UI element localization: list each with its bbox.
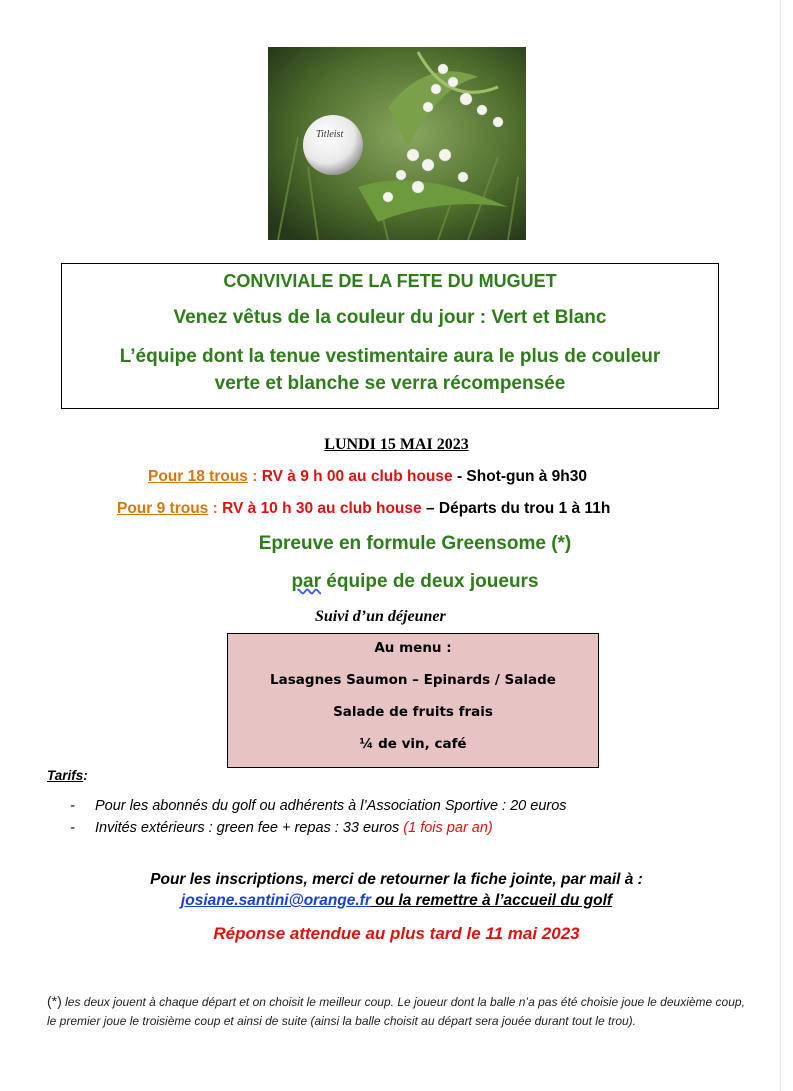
menu-item: ¼ de vin, café xyxy=(359,736,467,752)
registration-contact: josiane.santini@orange.fr ou la remettre à l’accueil du golf xyxy=(180,892,613,909)
email-link[interactable]: josiane.santini@orange.fr xyxy=(180,892,371,909)
schedule-9-holes: Pour 9 trous : RV à 10 h 30 au club house – Départs du trou 1 à 11h xyxy=(117,500,611,517)
event-title-box xyxy=(61,263,719,409)
event-date: LUNDI 15 MAI 2023 xyxy=(324,436,469,453)
team-format: par équipe de deux joueurs xyxy=(291,571,539,592)
dress-code: Venez vêtus de la couleur du jour : Vert et Blanc xyxy=(173,307,607,328)
ball-brand: Titleist xyxy=(316,129,344,140)
tarif-item: - Pour les abonnés du golf ou adhérents à l’Association Sportive : 20 euros xyxy=(70,798,567,814)
golf-ball-muguet-image xyxy=(268,47,526,240)
tarif-item: - Invités extérieurs : green fee + repas : 33 euros (1 fois par an) xyxy=(70,820,493,836)
greensome-footnote: (*) les deux jouent à chaque départ et on choisit le meilleur coup. Le joueur dont la balle n’a pas été choisie joue le deuxième coup, le premier joue le troisième coup et ainsi de suite (ainsi la balle choisit au départ sera jouée durant tout le trou). xyxy=(47,993,745,1028)
menu-box xyxy=(227,633,599,768)
event-title: CONVIVIALE DE LA FETE DU MUGUET xyxy=(223,271,557,291)
menu-item: Lasagnes Saumon – Epinards / Salade xyxy=(270,672,556,688)
lunch-note: Suivi d’un déjeuner xyxy=(315,608,446,625)
schedule-18-holes: Pour 18 trous : RV à 9 h 00 au club house - Shot-gun à 9h30 xyxy=(148,468,587,485)
registration-instructions: Pour les inscriptions, merci de retourner la fiche jointe, par mail à : xyxy=(150,871,643,888)
response-deadline: Réponse attendue au plus tard le 11 mai 2023 xyxy=(213,924,580,943)
reward-note: L’équipe dont la tenue vestimentaire aura le plus de couleur verte et blanche se verra récompensée xyxy=(119,346,661,394)
menu-title: Au menu : xyxy=(374,640,452,656)
menu-item: Salade de fruits frais xyxy=(333,704,493,720)
tarifs-heading: Tarifs: xyxy=(47,768,88,783)
competition-format: Epreuve en formule Greensome (*) xyxy=(258,533,572,554)
golf-ball xyxy=(303,115,363,175)
